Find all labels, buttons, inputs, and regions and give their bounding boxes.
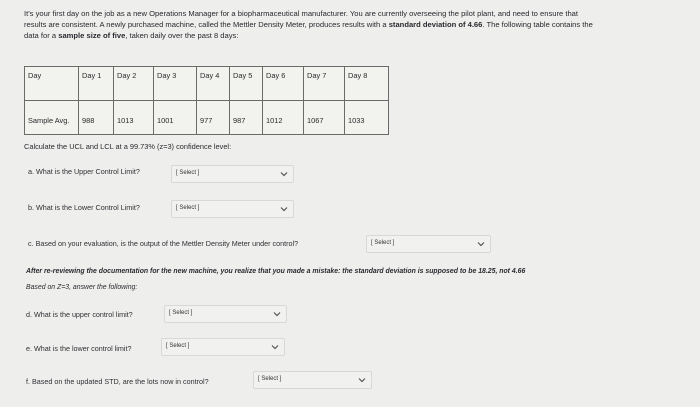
chevron-down-icon bbox=[273, 310, 281, 318]
chevron-down-icon bbox=[280, 170, 288, 178]
table-header-cell: Day 1 bbox=[79, 67, 114, 101]
table-header-cell: Day 7 bbox=[304, 67, 345, 101]
sample-data-table bbox=[24, 66, 389, 135]
chevron-down-icon bbox=[271, 343, 279, 351]
row-label: Sample Avg. bbox=[25, 101, 79, 135]
question-d-label: d. What is the upper control limit? bbox=[26, 310, 133, 319]
calc-instructions: Calculate the UCL and LCL at a 99.73% (z=3) confidence level: bbox=[24, 142, 232, 151]
chevron-down-icon bbox=[358, 376, 366, 384]
table-cell: 1013 bbox=[114, 101, 154, 135]
table-header-cell: Day 5 bbox=[230, 67, 263, 101]
sample-size-highlight: sample size of five bbox=[58, 31, 126, 40]
question-b-label: b. What is the Lower Control Limit? bbox=[28, 203, 140, 212]
select-placeholder: [ Select ] bbox=[176, 170, 200, 176]
rereview-note: After re-reviewing the documentation for the new machine, you realize that you made a mistake: the standard deviation is supposed to be 18.25, not 4.66 bbox=[26, 268, 526, 275]
intro-line-3: data for a sample size of five, taken daily over the past 8 days: bbox=[24, 31, 239, 40]
question-a-label: a. What is the Upper Control Limit? bbox=[28, 167, 140, 176]
intro-line-1: It's your first day on the job as a new Operations Manager for a biopharmaceutical manufacturer. You are currently overseeing the pilot plant, and need to ensure that bbox=[24, 9, 579, 18]
question-d-select[interactable] bbox=[164, 305, 287, 323]
table-header-row bbox=[25, 67, 389, 101]
table-cell: 1067 bbox=[304, 101, 345, 135]
select-placeholder: [ Select ] bbox=[166, 343, 190, 349]
table-header-cell: Day bbox=[25, 67, 79, 101]
table-header-cell: Day 6 bbox=[263, 67, 304, 101]
table-cell: 987 bbox=[230, 101, 263, 135]
table-cell: 988 bbox=[79, 101, 114, 135]
question-c-label: c. Based on your evaluation, is the output of the Mettler Density Meter under control? bbox=[28, 239, 299, 248]
question-a-select[interactable] bbox=[171, 165, 294, 183]
table-cell: 1001 bbox=[154, 101, 197, 135]
question-c-select[interactable] bbox=[366, 235, 491, 253]
table-header-cell: Day 8 bbox=[345, 67, 389, 101]
intro-line-2: results are consistent. A newly purchased machine, called the Mettler Density Meter, produces results with a standard deviation of 4.66. The following table contains the bbox=[24, 20, 593, 29]
table-cell: 1033 bbox=[345, 101, 389, 135]
question-e-select[interactable] bbox=[161, 338, 285, 356]
table-header-cell: Day 2 bbox=[114, 67, 154, 101]
table-row bbox=[25, 101, 389, 135]
select-placeholder: [ Select ] bbox=[258, 376, 282, 382]
select-placeholder: [ Select ] bbox=[176, 205, 200, 211]
question-b-select[interactable] bbox=[171, 200, 294, 218]
select-placeholder: [ Select ] bbox=[169, 310, 193, 316]
table-cell: 977 bbox=[197, 101, 230, 135]
std-highlight: standard deviation of 4.66 bbox=[388, 20, 483, 29]
select-placeholder: [ Select ] bbox=[371, 240, 395, 246]
table-header-cell: Day 3 bbox=[154, 67, 197, 101]
table-cell: 1012 bbox=[263, 101, 304, 135]
based-on-note: Based on Z=3, answer the following: bbox=[26, 284, 138, 291]
problem-intro bbox=[24, 8, 692, 41]
chevron-down-icon bbox=[477, 240, 485, 248]
table-header-cell: Day 4 bbox=[197, 67, 230, 101]
question-e-label: e. What is the lower control limit? bbox=[26, 344, 132, 353]
chevron-down-icon bbox=[280, 205, 288, 213]
question-f-label: f. Based on the updated STD, are the lots now in control? bbox=[26, 377, 209, 386]
question-f-select[interactable] bbox=[253, 371, 372, 389]
